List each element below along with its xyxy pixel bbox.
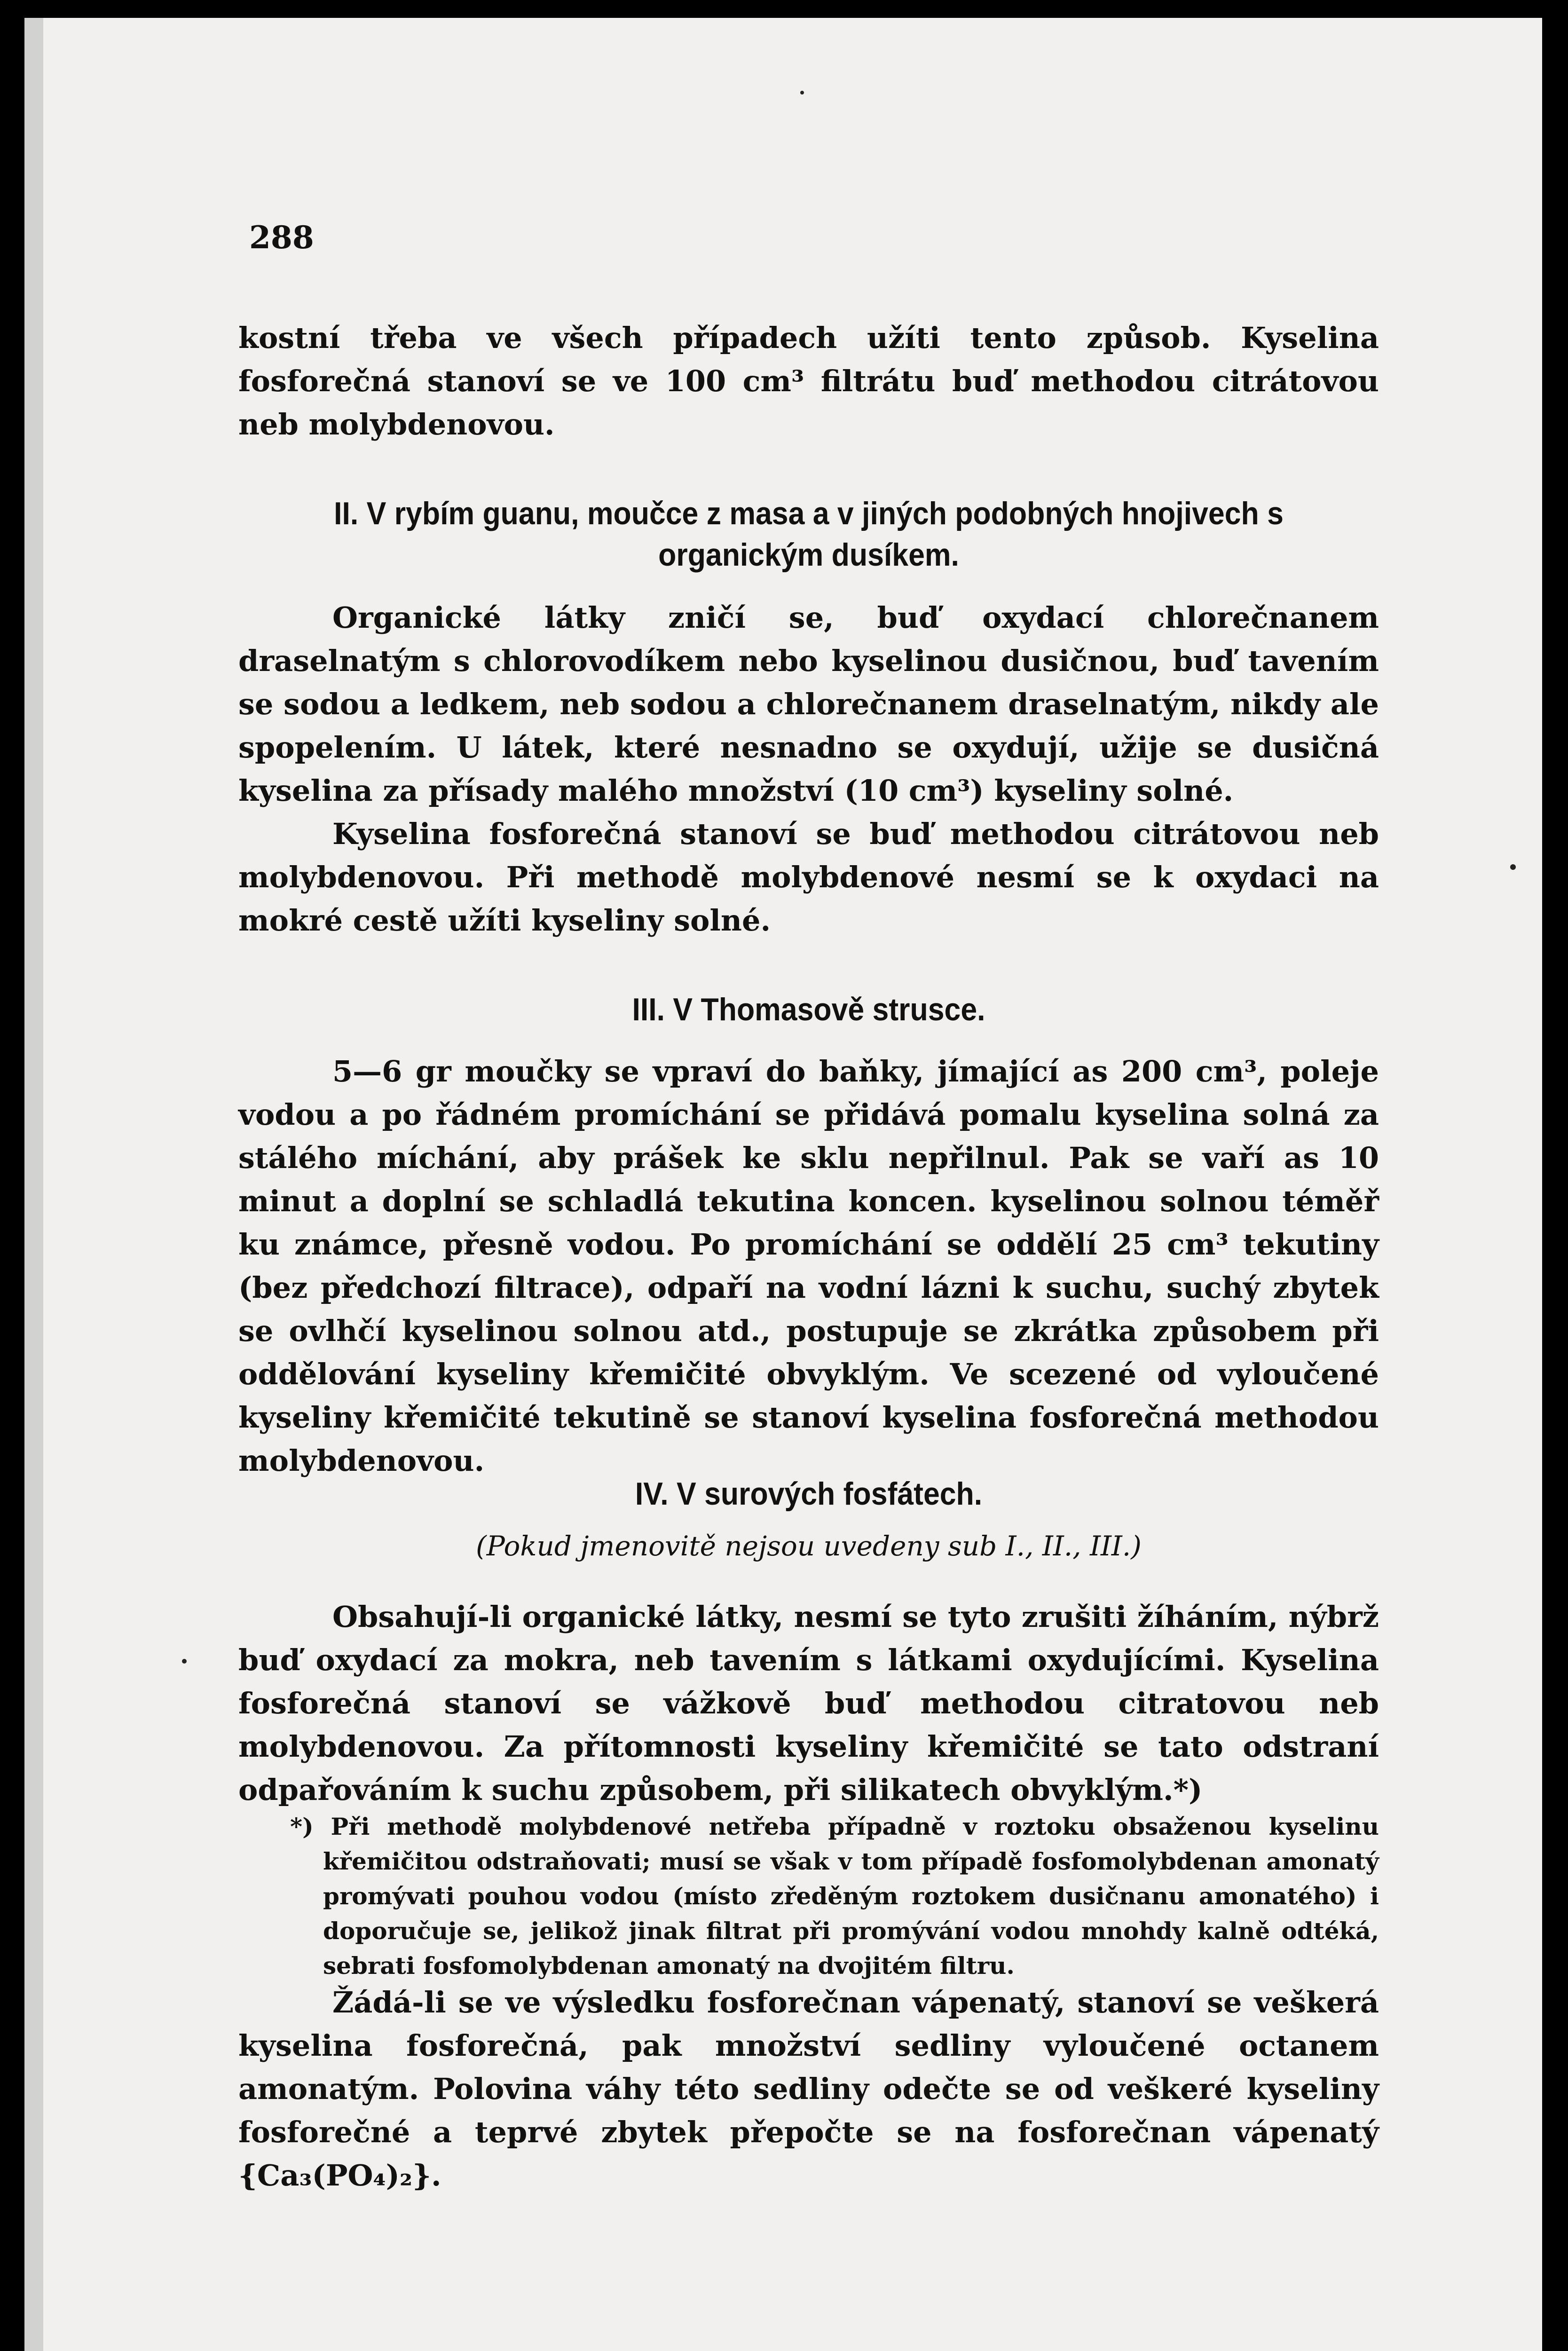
section-ii-heading: II. V rybím guanu, moučce z masa a v jiných podobných hnojivech s organickým dusíkem. — [334, 496, 1284, 573]
section-iv-heading: IV. V surových fosfátech. — [635, 1476, 983, 1512]
section-iv-subheading-block — [238, 1525, 1379, 1567]
section-ii-paragraph-2: Kyselina fosforečná stanoví se buď methodou citrátovou neb molybdenovou. Při methodě molybdenové nesmí se k oxydaci na mokré cestě užíti kyseliny solné. — [238, 817, 1379, 938]
section-iv-body — [238, 1595, 1379, 1812]
section-iv-paragraph-2: Žádá-li se ve výsledku fosforečnan vápenatý, stanoví se veškerá kyselina fosforečná, pak množství sedliny vyloučené octanem amonatým. Polovina váhy této sedliny odečte se od veškeré kyseliny fosforečné a teprvé zbytek přepočte se na fosforečnan vápenatý {Ca₃(PO₄)₂}. — [238, 1985, 1379, 2193]
scanned-page — [24, 18, 1542, 2351]
page-edge-shadow — [24, 18, 43, 2351]
section-iv-subheading: (Pokud jmenovitě nejsou uvedeny sub I., II., III.) — [476, 1530, 1142, 1562]
section-iv-paragraph-1: Obsahují-li organické látky, nesmí se tyto zrušiti žíháním, nýbrž buď oxydací za mokra, neb tavením s látkami oxydujícími. Kyselina fosforečná stanoví se vážkově buď methodou citratovou neb molybdenovou. Za přítomnosti kyseliny křemičité se tato odstraní odpařováním k suchu způsobem, při silikatech obvyklým.*) — [238, 1600, 1379, 1807]
section-iii-body — [238, 1050, 1379, 1483]
footnote-block — [238, 1809, 1379, 1983]
scan-speck — [182, 1659, 187, 1664]
intro-paragraph: kostní třeba ve všech případech užíti tento způsob. Kyselina fosforečná stanoví se ve 100 cm³ filtrátu buď methodou citrátovou neb molybdenovou. — [238, 321, 1379, 442]
page-number: 288 — [249, 219, 314, 256]
section-iv-heading-block — [238, 1473, 1379, 1515]
scan-speck — [1510, 864, 1516, 870]
section-ii-body-2 — [238, 813, 1379, 942]
section-iii-paragraph-1: 5—6 gr moučky se vpraví do baňky, jímající as 200 cm³, poleje vodou a po řádném promíchání se přidává pomalu kyselina solná za stálého míchání, aby prášek ke sklu nepřilnul. Pak se vaří as 10 minut a doplní se schladlá tekutina koncen. kyselinou solnou téměř ku známce, přesně vodou. Po promíchání se oddělí 25 cm³ tekutiny (bez předchozí filtrace), odpaří na vodní lázni k suchu, suchý zbytek se ovlhčí kyselinou solnou atd., postupuje se zkrátka způsobem při oddělování kyseliny křemičité obvyklým. Ve scezené od vyloučené kyseliny křemičité tekutině se stanoví kyselina fosforečná methodou molybdenovou. — [238, 1054, 1379, 1478]
section-iii-heading: III. V Thomasově strusce. — [632, 992, 985, 1027]
section-ii-paragraph-1: Organické látky zničí se, buď oxydací chlorečnanem draselnatým s chlorovodíkem nebo kyselinou dusičnou, buď tavením se sodou a ledkem, neb sodou a chlorečnanem draselnatým, nikdy ale spopelením. U látek, které nesnadno se oxydují, užije se dusičná kyselina za přísady malého množství (10 cm³) kyseliny solné. — [238, 600, 1379, 808]
section-iii-heading-block — [238, 989, 1379, 1030]
footnote: *) Při methodě molybdenové netřeba případně v roztoku obsaženou kyselinu křemičitou odstraňovati; musí se však v tom případě fosfomolybdenan amonatý promývati pouhou vodou (místo zředěným roztokem dusičnanu amonatého) i doporučuje se, jelikož jinak filtrat při promývání vodou mnohdy kalně odtéká, sebrati fosfomolybdenan amonatý na dvojitém filtru. — [290, 1813, 1379, 1980]
intro-block — [238, 316, 1379, 446]
section-iv-body-2 — [238, 1981, 1379, 2197]
section-ii-heading-block — [238, 493, 1379, 576]
section-ii-body — [238, 596, 1379, 813]
scan-speck — [800, 91, 804, 95]
